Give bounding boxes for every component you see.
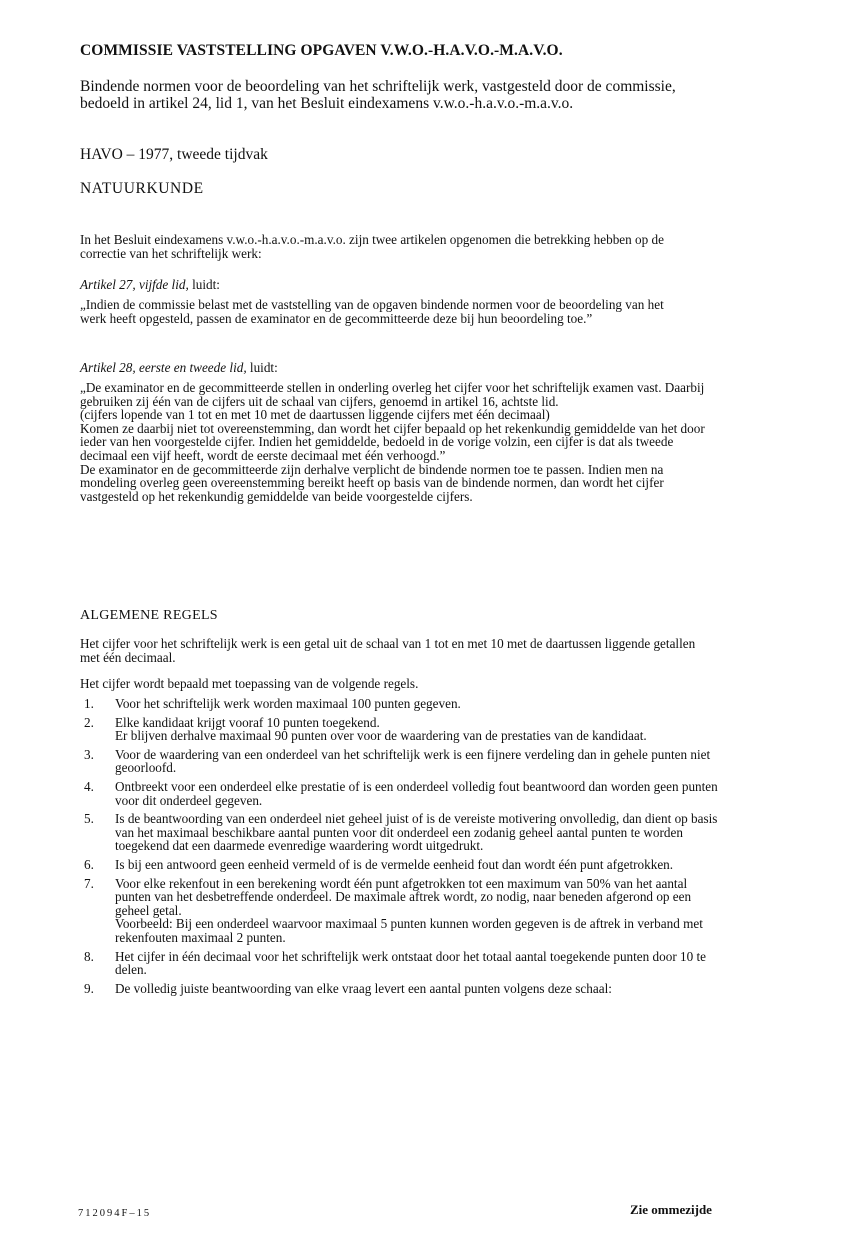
exam-line: HAVO – 1977, tweede tijdvak <box>80 146 268 163</box>
article-27-heading <box>80 278 720 292</box>
rule-number: 7. <box>84 875 94 891</box>
document-title: COMMISSIE VASTSTELLING OPGAVEN V.W.O.-H.A.V.O.-M.A.V.O. <box>80 42 563 59</box>
rule-number: 2. <box>84 714 94 730</box>
rule-number: 9. <box>84 980 94 996</box>
rule-item-3 <box>80 748 720 775</box>
rules-intro-2: Het cijfer wordt bepaald met toepassing van de volgende regels. <box>80 676 419 691</box>
rule-text: Elke kandidaat krijgt vooraf 10 punten toegekend. <box>115 714 380 730</box>
article-28-heading <box>80 361 720 375</box>
rule-extra: Er blijven derhalve maximaal 90 punten over voor de waardering van de prestaties van de kandidaat. <box>115 728 647 744</box>
rule-number: 8. <box>84 948 94 964</box>
article-28-suffix: luidt: <box>246 360 278 375</box>
rule-item-2 <box>80 716 720 743</box>
rule-item-8 <box>80 950 720 977</box>
rule-text: Ontbreekt voor een onderdeel elke prestatie of is een onderdeel volledig fout beantwoord dan worden geen punten voor dit onderdeel gegeven. <box>115 778 718 808</box>
rule-text: Voor elke rekenfout in een berekening wordt één punt afgetrokken tot een maximum van 50% van het aantal punten van het desbetreffende onderdeel. De maximale aftrek wordt, zo nodig, naar beneden afgerond op een geheel getal. <box>115 875 692 918</box>
article-28-label: Artikel 28, eerste en tweede lid, <box>80 360 247 375</box>
rule-number: 6. <box>84 856 94 872</box>
rule-text: Voor de waardering van een onderdeel van het schriftelijk werk is een fijnere verdeling dan in gehele punten niet geoorloofd. <box>115 746 711 776</box>
rule-number: 3. <box>84 746 94 762</box>
article-28-text <box>80 381 705 503</box>
rule-extra: Voorbeeld: Bij een onderdeel waarvoor maximaal 5 punten kunnen worden gegeven is de aftrek in verband met rekenfouten maximaal 2 punten. <box>115 916 703 945</box>
rule-text: Voor het schriftelijk werk worden maximaal 100 punten gegeven. <box>115 696 461 711</box>
rule-number: 5. <box>84 811 94 827</box>
rule-item-6 <box>80 858 720 872</box>
article-27-label: Artikel 27, vijfde lid, <box>80 277 189 292</box>
rule-item-4 <box>80 780 720 807</box>
rule-item-9 <box>80 982 720 996</box>
footer-continue-note: Zie ommezijde <box>630 1202 712 1217</box>
footer-document-code: 712094F–15 <box>78 1208 152 1219</box>
rule-text: Is de beantwoording van een onderdeel niet geheel juist of is de vereiste motivering onvolledig, dan dient op basis van het maximaal beschikbare aantal punten voor dit onderdeel een zodanig geheel aantal punten te worden toegekend dat een daarmede evenredige waardering wordt uitgedrukt. <box>115 811 718 854</box>
rule-text: De volledig juiste beantwoording van elke vraag levert een aantal punten volgens deze schaal: <box>115 980 612 996</box>
article-28-paragraph-3: Komen ze daarbij niet tot overeenstemming, dan wordt het cijfer bepaald op het rekenkundig gemiddelde van het door ieder van hen voorgestelde cijfer. Indien het gemiddelde, bedoeld in de vorige volzin, een cijfer is dat als tweede decimaal een vijf heeft, wordt de eerste decimaal met één verhoogd.” <box>80 420 705 463</box>
intro-paragraph: Bindende normen voor de beoordeling van het schriftelijk werk, vastgesteld door de commissie, bedoeld in artikel 24, lid 1, van het Besluit eindexamens v.w.o.-h.a.v.o.-m.a.v.o. <box>80 78 676 112</box>
rule-text: Het cijfer in één decimaal voor het schriftelijk werk ontstaat door het totaal aantal toegekende punten door 10 te delen. <box>115 948 707 978</box>
rule-text: Is bij een antwoord geen eenheid vermeld of is de vermelde eenheid fout dan wordt één punt afgetrokken. <box>115 856 674 872</box>
article-28-paragraph-2: (cijfers lopende van 1 tot en met 10 met de daartussen liggende cijfers met één decimaal) <box>80 407 550 423</box>
rule-item-7 <box>80 877 720 945</box>
article-27-text: „Indien de commissie belast met de vaststelling van de opgaven bindende normen voor de beoordeling van het werk heeft opgesteld, passen de examinator en de gecommitteerde deze bij hun beoordeling toe.” <box>80 297 664 326</box>
subject-heading: NATUURKUNDE <box>80 180 204 197</box>
section-title-algemene-regels: ALGEMENE REGELS <box>80 608 218 623</box>
rule-item-5 <box>80 812 720 853</box>
article-28-paragraph-4: De examinator en de gecommitteerde zijn derhalve verplicht de bindende normen toe te passen. Indien men na mondeling overleg geen overeenstemming bereikt heeft op basis van de bindende normen, dan wordt het cijfer vastgesteld op het rekenkundig gemiddelde van beide voorgestelde cijfers. <box>80 461 664 504</box>
rule-number: 1. <box>84 696 94 711</box>
rule-number: 4. <box>84 778 94 794</box>
rules-list <box>80 697 720 1000</box>
rule-item-1 <box>80 697 720 711</box>
besluit-intro: In het Besluit eindexamens v.w.o.-h.a.v.o.-m.a.v.o. zijn twee artikelen opgenomen die betrekking hebben op de correctie van het schriftelijk werk: <box>80 232 664 261</box>
article-28-paragraph-1: „De examinator en de gecommitteerde stellen in onderling overleg het cijfer voor het schriftelijk examen vast. Daarbij gebruiken zij één van de cijfers uit de schaal van cijfers, genoemd in artikel 16, achtste lid. <box>80 380 705 409</box>
rules-intro-1: Het cijfer voor het schriftelijk werk is een getal uit de schaal van 1 tot en met 10 met de daartussen liggende getallen met één decimaal. <box>80 636 696 665</box>
article-27-suffix: luidt: <box>188 277 220 292</box>
